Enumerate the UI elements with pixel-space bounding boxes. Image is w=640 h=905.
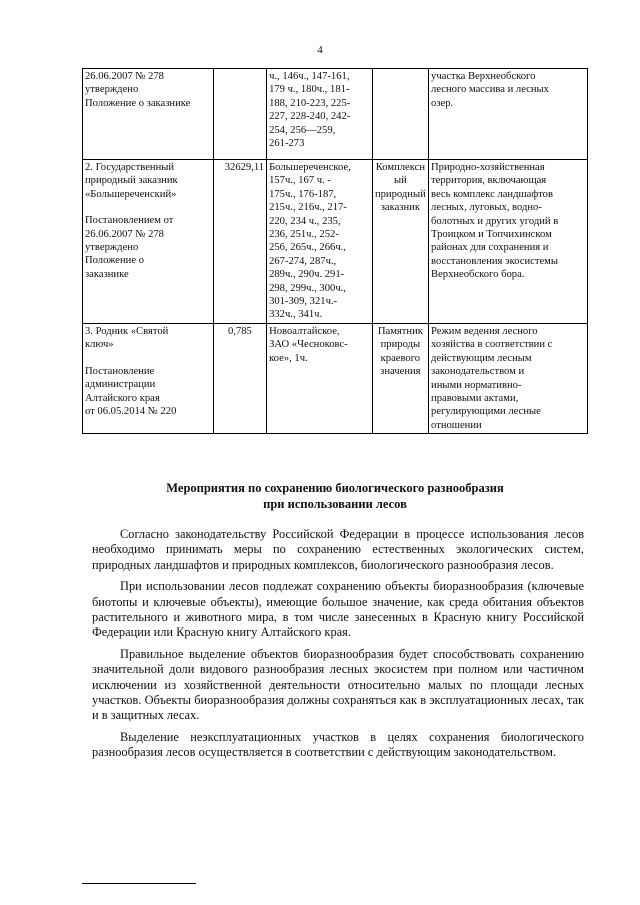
section-title-line: Мероприятия по сохранению биологического разнообразия xyxy=(166,481,504,495)
cell-text-line: администрации xyxy=(85,379,156,391)
cell-area: 0,785 xyxy=(213,323,266,433)
cell-text-line: Положение о заказнике xyxy=(85,97,191,109)
cell-purpose xyxy=(429,160,588,324)
cell-text-line: участка Верхнеобского xyxy=(431,71,536,82)
cell-text-line: 254, 256—259, xyxy=(269,124,336,136)
cell-text-line: ЗАО «Чесноковс- xyxy=(269,339,348,351)
cell-location xyxy=(267,323,373,433)
cell-text-line: Природно-хозяйственная xyxy=(431,162,545,173)
paragraph: Выделение неэксплуатационных участков в целях сохранения биологического разнообразия лесов осуществляется в соответствии с действующим законодательством. xyxy=(92,729,584,760)
cell-text-line: 289ч., 290ч. 291- xyxy=(269,269,345,281)
cell-text-line: регулирующими лесные xyxy=(431,406,541,418)
cell-location xyxy=(267,160,373,324)
cell-text-line: отношении xyxy=(431,419,482,431)
cell-text-line: 227, 228-240, 242- xyxy=(269,111,351,123)
cell-text-line: 256, 265ч., 266ч., xyxy=(269,242,346,254)
section-title-line: при использовании лесов xyxy=(263,497,407,511)
cell-text-line: Алтайского края xyxy=(85,392,160,404)
cell-type xyxy=(372,323,428,433)
cell-text-line: Постановлением от xyxy=(85,215,174,227)
cell-text-line: Верхнеобского бора. xyxy=(431,269,525,281)
cell-text-line: 261-273 xyxy=(269,138,305,150)
cell-text-line: природный xyxy=(374,188,426,200)
cell-text-line: территория, включающая xyxy=(431,175,547,187)
body-text xyxy=(92,527,584,767)
cell-text-line: Режим ведения лесного xyxy=(431,325,538,337)
cell-text-line: ключ» xyxy=(85,339,114,351)
cell-text-line: районах для сохранения и xyxy=(431,242,549,254)
cell-text-line: Памятник xyxy=(377,325,423,337)
cell-text-line: краевого xyxy=(380,352,421,364)
cell-type xyxy=(372,69,428,160)
page-number: 4 xyxy=(317,44,323,56)
cell-text-line: восстановления экосистемы xyxy=(431,255,559,267)
cell-text-line: 26.06.2007 № 278 xyxy=(85,228,164,240)
cell-text-line: болотных и других угодий в xyxy=(431,215,559,227)
cell-text-line: 179 ч., 180ч., 181- xyxy=(269,84,350,96)
cell-text-line: утверждено xyxy=(85,84,139,96)
cell-text-line: иными нормативно- xyxy=(431,379,522,391)
cell-text-line: 220, 234 ч., 235, xyxy=(269,215,341,227)
cell-purpose xyxy=(429,323,588,433)
cell-purpose xyxy=(429,69,588,160)
cell-text-line: «Большереченский» xyxy=(85,188,177,200)
table-row xyxy=(83,69,588,160)
cell-text-line: хозяйства в соответствии с xyxy=(431,339,553,351)
cell-spacer xyxy=(85,352,211,365)
cell-text-line: заказнике xyxy=(85,268,129,280)
cell-text-line: 215ч., 216ч., 217- xyxy=(269,202,347,214)
cell-text-line: весь комплекс ландшафтов xyxy=(431,188,553,200)
paragraph: Правильное выделение объектов биоразнообразия будет способствовать сохранению значительной доли видового разнообразия лесных экосистем при полном или частичном исключении из хозяйственной деятельности относительно малых по площади лесных участков. Объекты биоразнообразия должны сохраняться как в эксплуатационных лесах, так и в защитных лесах. xyxy=(92,646,584,723)
cell-text-line: 3. Родник «Святой xyxy=(85,325,169,337)
cell-spacer xyxy=(85,201,211,214)
cell-text-line: лесных, луговых, водно- xyxy=(431,202,542,214)
cell-text-line: 236, 251ч., 252- xyxy=(269,229,339,241)
cell-text-line: Положение о xyxy=(85,255,144,267)
cell-text-line: 188, 210-223, 225- xyxy=(269,97,351,109)
cell-text-line: действующим лесным xyxy=(431,352,532,364)
table-row xyxy=(83,160,588,324)
paragraph: Согласно законодательству Российской Федерации в процессе использования лесов необходимо принимать меры по сохранению естественных экологических систем, природных ландшафтов и природных комплексов, биологического разнообразия лесов. xyxy=(92,527,584,572)
table-body xyxy=(83,69,588,434)
cell-text-line: от 06.05.2014 № 220 xyxy=(85,405,177,417)
cell-text-line: озер. xyxy=(431,97,454,109)
protected-areas-table xyxy=(82,68,588,434)
cell-text-line: 26.06.2007 № 278 xyxy=(85,71,164,82)
cell-text-line: 332ч., 341ч. xyxy=(269,309,323,321)
section-title xyxy=(82,480,588,512)
cell-area: 32629,11 xyxy=(213,160,266,324)
cell-name xyxy=(83,69,214,160)
cell-text-line: ый xyxy=(393,175,407,187)
cell-text-line: кое», 1ч. xyxy=(269,352,308,364)
cell-text-line: природный заказник xyxy=(85,175,178,187)
cell-text-line: Новоалтайское, xyxy=(269,325,340,337)
footnote-divider xyxy=(82,883,196,884)
cell-text-line: 157ч., 167 ч. - xyxy=(269,175,331,187)
cell-text-line: 267-274, 287ч., xyxy=(269,255,337,267)
cell-type xyxy=(372,160,428,324)
cell-name xyxy=(83,160,214,324)
cell-text-line: Комплексн xyxy=(375,162,425,173)
cell-text-line: лесного массива и лесных xyxy=(431,84,549,96)
cell-text-line: Троицком и Топчихинском xyxy=(431,229,552,241)
cell-text-line: заказник xyxy=(380,202,420,214)
paragraph: При использовании лесов подлежат сохранению объекты биоразнообразия (ключевые биотопы и ключевые объекты), имеющие большое значение, как среда обитания объектов растительного и животного мира, в том числе занесенных в Красную книгу Российской Федерации или Красную книгу Алтайского края. xyxy=(92,579,584,640)
cell-text-line: 2. Государственный xyxy=(85,162,175,173)
cell-text-line: 175ч., 176-187, xyxy=(269,188,337,200)
cell-text-line: Постановление xyxy=(85,365,155,377)
cell-text-line: ч., 146ч., 147-161, xyxy=(269,71,350,82)
cell-text-line: законодательством и xyxy=(431,366,525,378)
cell-text-line: правовыми актами, xyxy=(431,392,519,404)
cell-area xyxy=(213,69,266,160)
cell-name xyxy=(83,323,214,433)
cell-location xyxy=(267,69,373,160)
cell-text-line: значения xyxy=(380,366,421,378)
cell-text-line: 301-309, 321ч.- xyxy=(269,296,338,308)
cell-text-line: Большереченское, xyxy=(269,162,351,173)
cell-text-line: 298, 299ч., 300ч., xyxy=(269,282,346,294)
cell-text-line: природы xyxy=(380,339,421,351)
cell-text-line: утверждено xyxy=(85,242,139,254)
table-row xyxy=(83,323,588,433)
